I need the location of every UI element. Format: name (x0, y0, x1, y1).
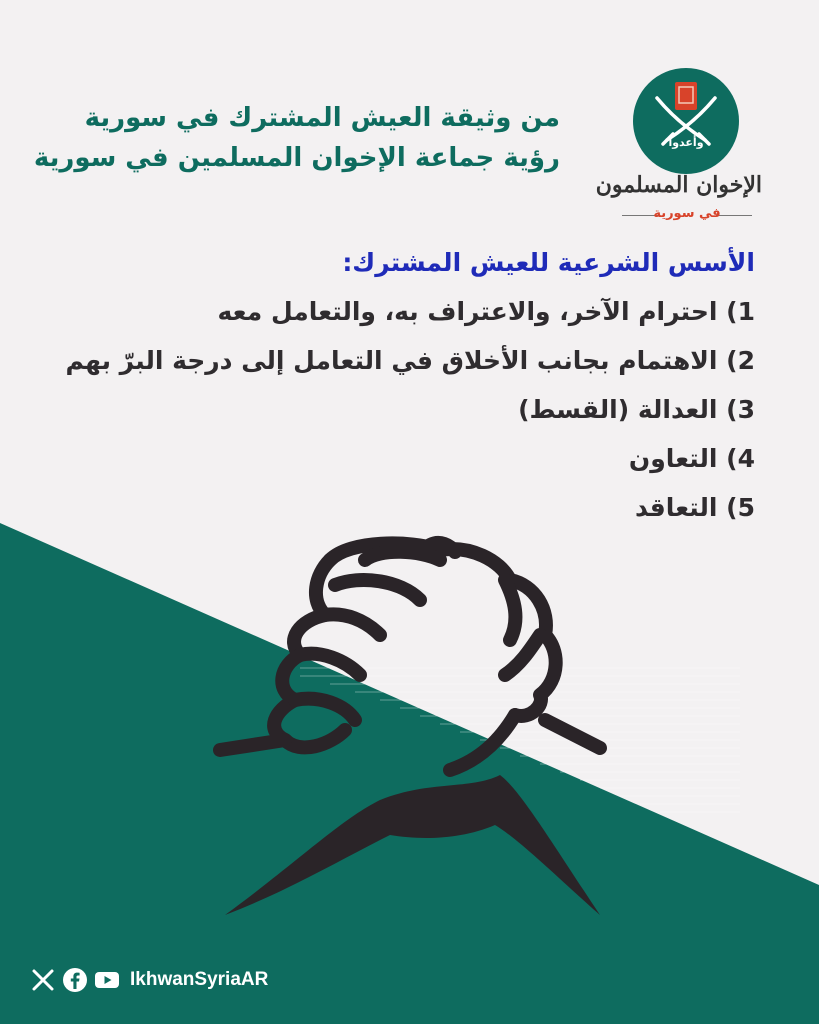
logo-motto: وأعدوا (668, 136, 704, 149)
logo-country: في سورية (653, 206, 721, 221)
facebook-icon[interactable] (62, 967, 88, 993)
header-title-line1: من وثيقة العيش المشترك في سورية (84, 103, 560, 133)
list-item: 1) احترام الآخر، والاعتراف به، والتعامل معه (217, 297, 755, 326)
section-title: الأسس الشرعية للعيش المشترك: (342, 248, 755, 277)
list-item: 5) التعاقد (634, 493, 755, 522)
logo-emblem (633, 68, 739, 174)
header-title-line2: رؤية جماعة الإخوان المسلمين في سورية (33, 143, 560, 173)
list-item: 4) التعاون (628, 444, 755, 473)
social-footer (30, 965, 268, 995)
list-item: 2) الاهتمام بجانب الأخلاق في التعامل إلى درجة البرّ بهم (65, 346, 755, 375)
x-icon[interactable] (30, 967, 56, 993)
organization-logo (595, 68, 762, 233)
quran-book-icon (675, 82, 697, 110)
list-item: 3) العدالة (القسط) (518, 395, 755, 424)
logo-organization-name: الإخوان المسلمون (595, 172, 762, 198)
social-handle[interactable]: IkhwanSyriaAR (130, 969, 269, 990)
header-titles (33, 98, 560, 178)
main-content (60, 248, 755, 532)
youtube-icon[interactable] (94, 967, 120, 993)
